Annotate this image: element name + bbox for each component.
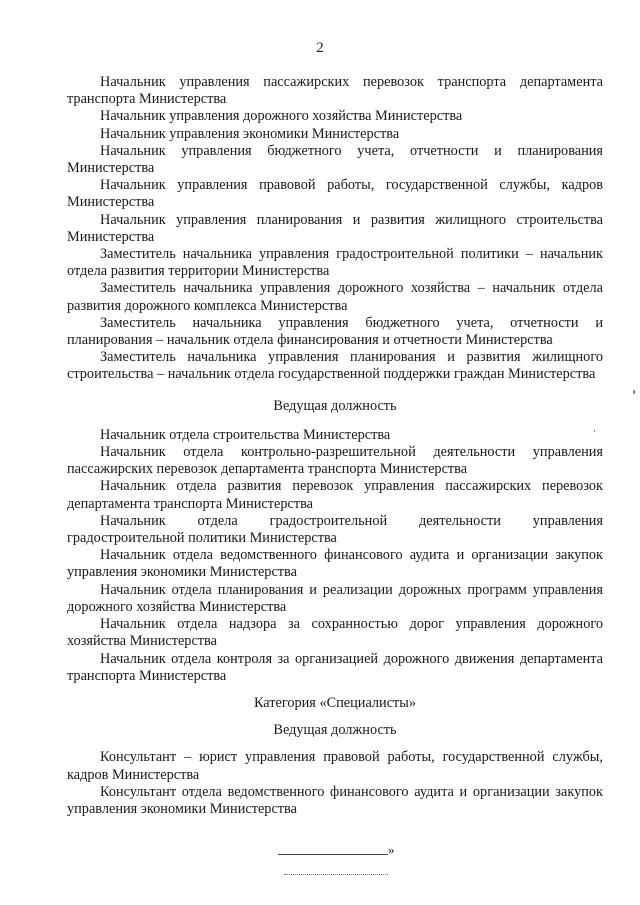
section-heading-category: Категория «Специалисты» bbox=[253, 694, 417, 711]
position-paragraph: Начальник управления пассажирских перевозок транспорта департамента транспорта Министерства bbox=[67, 74, 603, 108]
position-paragraph: Начальник управления бюджетного учета, отчетности и планирования Министерства bbox=[67, 142, 603, 177]
closing-underline bbox=[278, 854, 388, 855]
scan-speck bbox=[633, 390, 635, 394]
document-body bbox=[67, 74, 603, 818]
position-paragraph: Заместитель начальника управления дорожного хозяйства – начальник отдела развития дорожного комплекса Министерства bbox=[67, 280, 603, 314]
page-number: 2 bbox=[316, 40, 324, 56]
position-paragraph: Заместитель начальника управления бюджетного учета, отчетности и планирования – начальник отдела финансирования и отчетности Министерства bbox=[67, 314, 603, 349]
position-paragraph: Начальник отдела градостроительной деятельности управления градостроительной политики Министерства bbox=[67, 512, 603, 547]
position-list-specialists bbox=[67, 749, 603, 818]
section-heading-leading-position-specialists: Ведущая должность bbox=[273, 722, 397, 739]
scan-speck bbox=[594, 430, 595, 432]
position-paragraph: Начальник управления экономики Министерства bbox=[100, 125, 400, 142]
position-paragraph: Начальник управления правовой работы, государственной службы, кадров Министерства bbox=[67, 177, 603, 211]
closing-dotted-line bbox=[284, 874, 388, 875]
position-list-heads bbox=[67, 74, 603, 384]
position-list-leading bbox=[67, 427, 603, 685]
position-paragraph: Консультант – юрист управления правовой работы, государственной службы, кадров Министерства bbox=[67, 749, 603, 783]
position-paragraph: Консультант отдела ведомственного финансового аудита и организации закупок управления экономики Министерства bbox=[67, 783, 603, 817]
position-paragraph: Заместитель начальника управления планирования и развития жилищного строительства – начальник отдела государственной поддержки граждан Министерства bbox=[67, 349, 603, 383]
position-paragraph: Начальник отдела ведомственного финансового аудита и организации закупок управления экономики Министерства bbox=[67, 547, 603, 581]
position-paragraph: Начальник отдела контроля за организацией дорожного движения департамента транспорта Министерства bbox=[67, 650, 603, 684]
closing-line-block bbox=[272, 842, 398, 886]
position-paragraph: Начальник отдела контрольно-разрешительной деятельности управления пассажирских перевозок департамента транспорта Министерства bbox=[67, 444, 603, 478]
position-paragraph: Начальник отдела планирования и реализации дорожных программ управления дорожного хозяйства Министерства bbox=[67, 581, 603, 615]
position-paragraph: Начальник отдела строительства Министерства bbox=[100, 426, 391, 443]
position-paragraph: Начальник отдела развития перевозок управления пассажирских перевозок департамента транспорта Министерства bbox=[67, 478, 603, 512]
position-paragraph: Начальник управления дорожного хозяйства Министерства bbox=[100, 108, 463, 125]
section-heading-leading-position: Ведущая должность bbox=[273, 397, 397, 414]
position-paragraph: Начальник управления планирования и развития жилищного строительства Министерства bbox=[67, 211, 603, 245]
position-paragraph: Заместитель начальника управления градостроительной политики – начальник отдела развития территории Министерства bbox=[67, 246, 603, 280]
position-paragraph: Начальник отдела надзора за сохранностью дорог управления дорожного хозяйства Министерства bbox=[67, 616, 603, 650]
closing-quote-mark: » bbox=[388, 842, 395, 857]
